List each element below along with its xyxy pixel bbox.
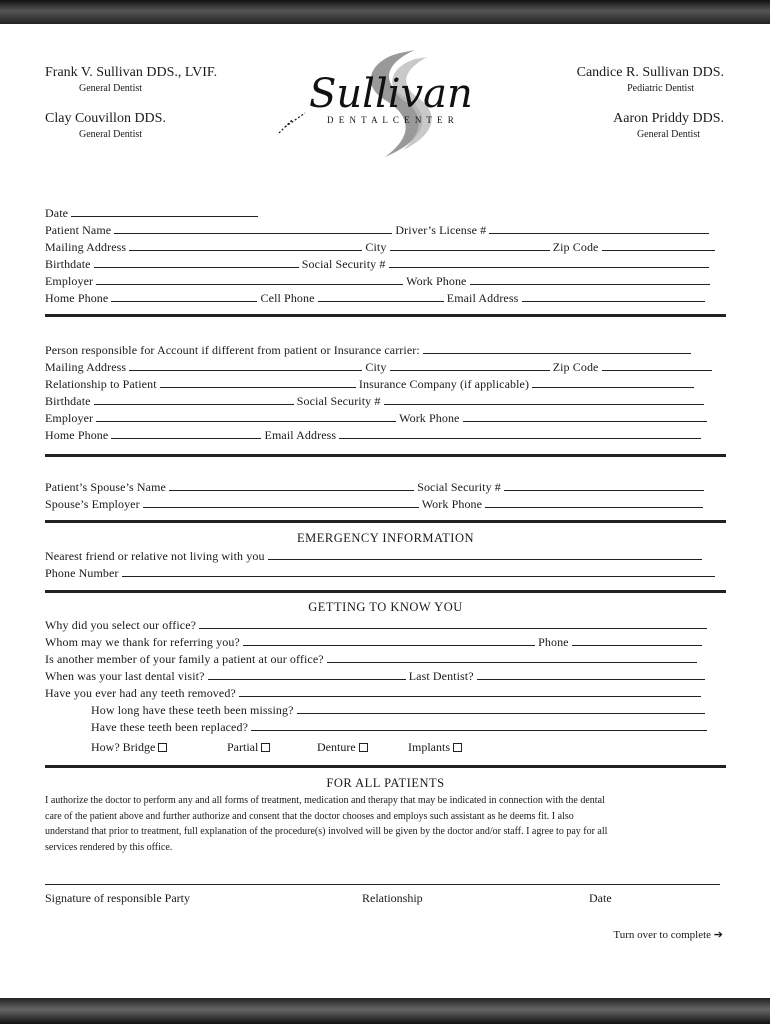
emergency-phone-label: Phone Number — [45, 566, 119, 580]
mailing-address-line — [45, 240, 715, 255]
city-field[interactable] — [390, 241, 550, 251]
bridge-checkbox[interactable] — [158, 743, 167, 752]
family-member-label: Is another member of your family a patient at our office? — [45, 652, 324, 666]
section-divider — [45, 454, 726, 457]
responsible-zip-label: Zip Code — [552, 360, 599, 374]
signature-label: Signature of responsible Party — [45, 891, 190, 905]
responsible-intro-label: Person responsible for Account if different from patient or Insurance carrier: — [45, 343, 420, 357]
last-dentist-field[interactable] — [477, 670, 705, 680]
zip-field[interactable] — [602, 241, 715, 251]
responsible-ssn-label: Social Security # — [296, 394, 381, 408]
responsible-employer-label: Employer — [45, 411, 94, 425]
relationship-line — [45, 377, 694, 392]
authorization-paragraph — [45, 793, 729, 855]
responsible-email-label: Email Address — [264, 428, 337, 442]
logo-subtitle-text: D E N T A L C E N T E R — [327, 115, 456, 125]
spouse-employer-line — [45, 497, 703, 512]
date-field[interactable] — [71, 207, 258, 217]
referral-line — [45, 635, 702, 650]
partial-checkbox[interactable] — [261, 743, 270, 752]
implants-label: Implants — [408, 740, 450, 754]
why-office-label: Why did you select our office? — [45, 618, 197, 632]
why-office-line — [45, 618, 707, 633]
cell-phone-label: Cell Phone — [260, 291, 315, 305]
email-field[interactable] — [522, 292, 705, 302]
implants-checkbox[interactable] — [453, 743, 462, 752]
doctor-name-frank: Frank V. Sullivan DDS., LVIF. — [45, 65, 218, 80]
authorization-line: care of the patient above and further authorize and consent that the doctor chooses and employs such assistant as he deems fit. I also — [45, 810, 574, 822]
responsible-address-field[interactable] — [129, 361, 362, 371]
birthdate-label: Birthdate — [45, 257, 91, 271]
doctor-role-frank: General Dentist — [79, 83, 143, 94]
relationship-field[interactable] — [160, 378, 356, 388]
insurance-field[interactable] — [532, 378, 694, 388]
cell-phone-field[interactable] — [318, 292, 444, 302]
teeth-removed-label: Have you ever had any teeth removed? — [45, 686, 236, 700]
bridge-label: How? Bridge — [91, 740, 156, 754]
email-label: Email Address — [446, 291, 519, 305]
mailing-address-label: Mailing Address — [45, 240, 127, 254]
authorization-line: understand that prior to treatment, full explanation of the procedure(s) involved will be given by the doctor and/or staff. I agree to pay for all — [45, 826, 608, 837]
sullivan-dental-logo — [275, 45, 505, 163]
partial-option — [227, 740, 270, 755]
teeth-removed-line — [45, 686, 701, 701]
responsible-city-label: City — [365, 360, 387, 374]
responsible-home-phone-field[interactable] — [111, 429, 261, 439]
insurance-label: Insurance Company (if applicable) — [358, 377, 530, 391]
responsible-zip-field[interactable] — [602, 361, 712, 371]
family-member-line — [45, 652, 697, 667]
nearest-relative-line — [45, 549, 702, 564]
home-phone-line — [45, 291, 705, 306]
work-phone-label: Work Phone — [406, 274, 467, 288]
teeth-replaced-field[interactable] — [251, 721, 707, 731]
logo-script-text: Sullivan — [309, 71, 473, 117]
responsible-work-phone-field[interactable] — [463, 412, 707, 422]
work-phone-field[interactable] — [470, 275, 710, 285]
drivers-license-field[interactable] — [489, 224, 709, 234]
birthdate-field[interactable] — [94, 258, 299, 268]
section-divider — [45, 590, 726, 593]
responsible-address-label: Mailing Address — [45, 360, 127, 374]
employer-line — [45, 274, 710, 289]
last-visit-line — [45, 669, 705, 684]
why-office-field[interactable] — [199, 619, 707, 629]
date-label: Date — [45, 206, 69, 220]
partial-label: Partial — [227, 740, 259, 754]
spouse-ssn-field[interactable] — [504, 481, 704, 491]
responsible-employer-field[interactable] — [96, 412, 396, 422]
spouse-name-line — [45, 480, 704, 495]
responsible-address-line — [45, 360, 712, 375]
employer-label: Employer — [45, 274, 94, 288]
authorization-line: I authorize the doctor to perform any and all forms of treatment, medication and therapy that may be indicated in connection with the dental — [45, 795, 605, 806]
responsible-employer-line — [45, 411, 707, 426]
doctor-name-candice: Candice R. Sullivan DDS. — [576, 65, 724, 80]
spouse-employer-label: Spouse’s Employer — [45, 497, 140, 511]
doctor-name-clay: Clay Couvillon DDS. — [45, 111, 166, 126]
teeth-removed-field[interactable] — [239, 687, 701, 697]
ssn-field[interactable] — [389, 258, 709, 268]
emergency-phone-field[interactable] — [122, 567, 715, 577]
doctor-role-clay: General Dentist — [79, 129, 143, 140]
responsible-home-phone-line — [45, 428, 701, 443]
last-visit-label: When was your last dental visit? — [45, 669, 205, 683]
authorization-line: services rendered by this office. — [45, 841, 173, 853]
responsible-birthdate-field[interactable] — [94, 395, 294, 405]
home-phone-label: Home Phone — [45, 291, 109, 305]
responsible-intro-line — [45, 343, 691, 358]
all-patients-heading: FOR ALL PATIENTS — [326, 776, 445, 790]
doctor-role-candice: Pediatric Dentist — [627, 83, 694, 94]
implants-option — [408, 740, 462, 755]
emergency-phone-line — [45, 566, 715, 581]
teeth-replaced-line — [91, 720, 707, 735]
responsible-name-field[interactable] — [423, 344, 691, 354]
zip-label: Zip Code — [552, 240, 599, 254]
spouse-name-label: Patient’s Spouse’s Name — [45, 480, 166, 494]
spouse-name-field[interactable] — [169, 481, 414, 491]
doctor-role-aaron: General Dentist — [636, 129, 700, 140]
responsible-birthdate-label: Birthdate — [45, 394, 91, 408]
drivers-license-label: Driver’s License # — [395, 223, 487, 237]
responsible-work-phone-label: Work Phone — [399, 411, 460, 425]
teeth-missing-label: How long have these teeth been missing? — [91, 703, 294, 717]
doctor-name-aaron: Aaron Priddy DDS. — [613, 111, 724, 126]
city-label: City — [365, 240, 387, 254]
nearest-relative-label: Nearest friend or relative not living with you — [45, 549, 265, 563]
getting-to-know-heading: GETTING TO KNOW YOU — [308, 600, 463, 614]
teeth-replaced-label: Have these teeth been replaced? — [91, 720, 249, 734]
responsible-email-field[interactable] — [339, 429, 701, 439]
spouse-employer-field[interactable] — [143, 498, 419, 508]
home-phone-field[interactable] — [111, 292, 257, 302]
spouse-work-phone-label: Work Phone — [421, 497, 483, 511]
last-visit-field[interactable] — [208, 670, 406, 680]
employer-field[interactable] — [96, 275, 403, 285]
date-line — [45, 206, 258, 221]
mailing-address-field[interactable] — [129, 241, 362, 251]
referral-phone-field[interactable] — [572, 636, 702, 646]
nearest-relative-field[interactable] — [268, 550, 702, 560]
responsible-city-field[interactable] — [390, 361, 550, 371]
teeth-missing-line — [91, 703, 705, 718]
teeth-missing-field[interactable] — [297, 704, 705, 714]
denture-option — [317, 740, 368, 755]
denture-label: Denture — [317, 740, 356, 754]
relationship-label: Relationship to Patient — [45, 377, 157, 391]
top-border-bar — [0, 0, 770, 24]
responsible-home-phone-label: Home Phone — [45, 428, 109, 442]
birthdate-line — [45, 257, 709, 272]
section-divider — [45, 314, 726, 317]
turn-over-note: Turn over to complete ➔ — [613, 929, 723, 941]
referral-label: Whom may we thank for referring you? — [45, 635, 240, 649]
denture-checkbox[interactable] — [359, 743, 368, 752]
family-member-field[interactable] — [327, 653, 697, 663]
section-divider — [45, 520, 726, 523]
referral-field[interactable] — [243, 636, 535, 646]
patient-name-line — [45, 223, 709, 238]
responsible-birthdate-line — [45, 394, 704, 409]
referral-phone-label: Phone — [538, 635, 569, 649]
bridge-option — [91, 740, 167, 755]
emergency-heading: EMERGENCY INFORMATION — [296, 531, 475, 545]
last-dentist-label: Last Dentist? — [408, 669, 474, 683]
ssn-label: Social Security # — [301, 257, 386, 271]
signature-field[interactable] — [45, 884, 720, 885]
spouse-ssn-label: Social Security # — [417, 480, 501, 494]
patient-name-label: Patient Name — [45, 223, 112, 237]
responsible-ssn-field[interactable] — [384, 395, 704, 405]
section-divider — [45, 765, 726, 768]
patient-name-field[interactable] — [114, 224, 392, 234]
relationship-signature-label: Relationship — [362, 891, 423, 905]
bottom-border-bar — [0, 998, 770, 1024]
signature-date-label: Date — [589, 891, 612, 905]
spouse-work-phone-field[interactable] — [485, 498, 703, 508]
